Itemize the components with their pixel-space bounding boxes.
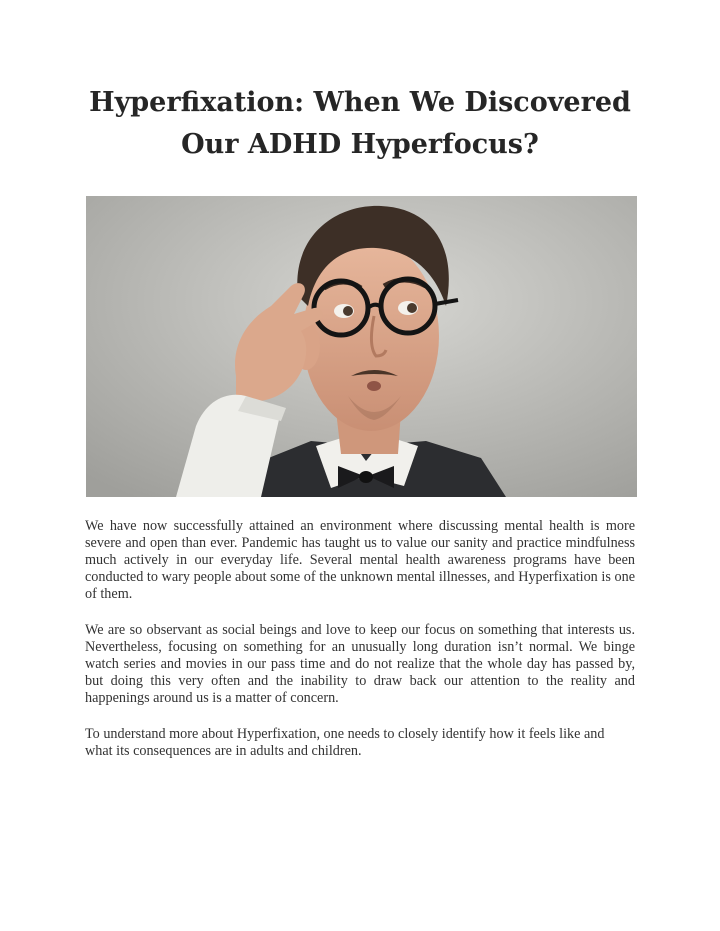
article-title — [60, 82, 660, 166]
paragraph-2: We are so observant as social beings and love to keep our focus on something that interests us. Nevertheless, focusing on something for an unusually long duration isn’t normal. We binge watch series and movies in our pass time and do not realize that the whole day has passed by, but doing this very often and the inability to draw back our attention to the reality and happenings around us is a matter of concern. — [85, 622, 635, 706]
paragraph-3: To understand more about Hyperfixation, one needs to closely identify how it feels like and what its consequences are in adults and children. — [85, 726, 605, 759]
article-body — [85, 518, 635, 779]
article-photo — [86, 196, 637, 497]
title-line-2: Our ADHD Hyperfocus? — [181, 129, 539, 160]
thinking-man-illustration — [86, 196, 637, 497]
title-line-1: Hyperfixation: When We Discovered — [89, 87, 631, 118]
paragraph-1: We have now successfully attained an environment where discussing mental health is more severe and open than ever. Pandemic has taught us to value our sanity and practice mindfulness much actively in our everyday life. Several mental health awareness programs have been conducted to wary people about some of the unknown mental illnesses, and Hyperfixation is one of them. — [85, 518, 635, 602]
